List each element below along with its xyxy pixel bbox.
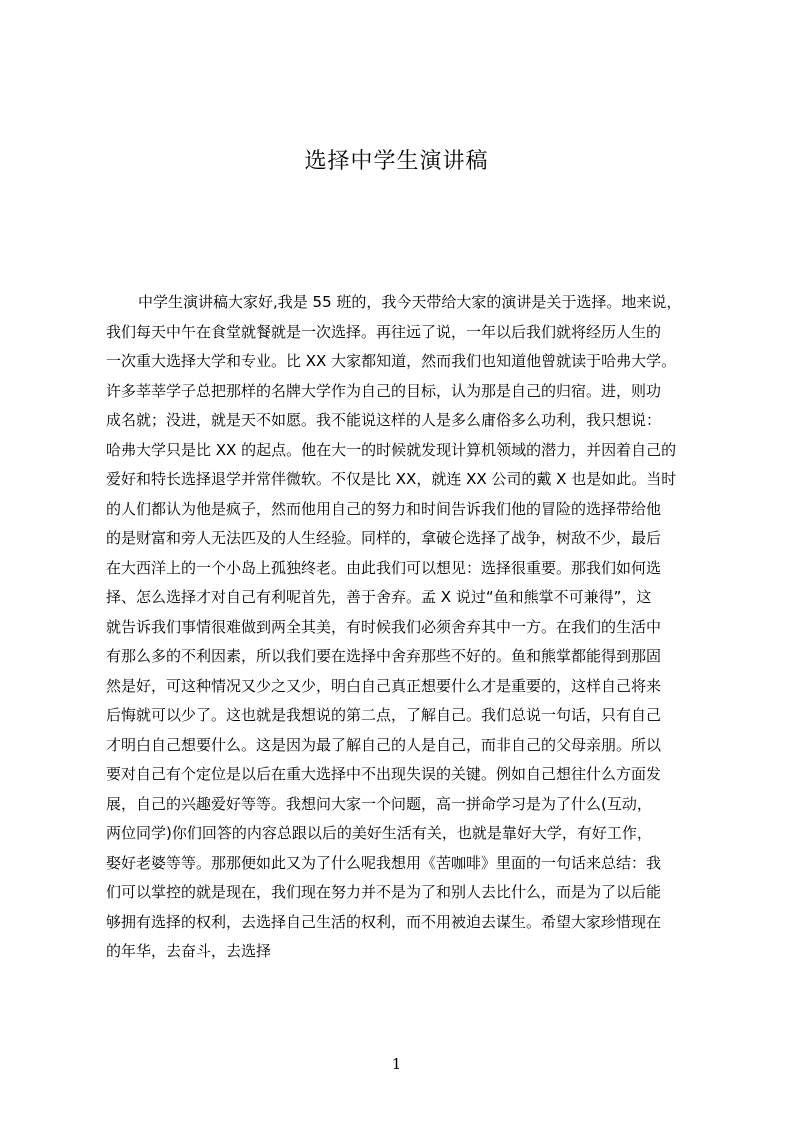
speech-body [106,288,700,967]
text-line: 要对自己有个定位是以后在重大选择中不出现失误的关键。例如自己想往什么方面发 [106,765,662,783]
text-line: 爱好和特长选择退学并常伴微软。不仅是比 XX，就连 XX 公司的戴 X 也是如此。当时 [106,470,677,488]
text-line: 成名就；没进，就是天不如愿。我不能说这样的人是多么庸俗多么功利，我只想说： [106,411,662,429]
text-line: 中学生演讲稿大家好,我是 55 班的，我今天带给大家的演讲是关于选择。地来说， [138,293,682,311]
text-line: 择、怎么选择才对自己有利呢首先，善于舍弃。孟 X 说过“鱼和熊掌不可兼得”，这 [106,588,652,606]
text-line: 一次重大选择大学和专业。比 XX 大家都知道，然而我们也知道他曾就读于哈弗大学。 [106,352,677,370]
text-line: 才明白自己想要什么。这是因为最了解自己的人是自己，而非自己的父母亲朋。所以 [106,735,662,754]
text-line: 娶好老婆等等。那那便如此又为了什么呢我想用《苦咖啡》里面的一句话来总结：我 [106,853,662,872]
text-line: 的人们都认为他是疯子，然而他用自己的努力和时间告诉我们他的冒险的选择带给他 [106,499,662,518]
text-line: 许多莘莘学子总把那样的名牌大学作为自己的目标，认为那是自己的归宿。进，则功 [106,381,662,400]
text-line: 的是财富和旁人无法匹及的人生经验。同样的，拿破仑选择了战争，树敌不少，最后 [106,529,662,547]
text-line: 我们每天中午在食堂就餐就是一次选择。再往远了说，一年以后我们就将经历人生的 [106,322,662,341]
text-line: 在大西洋上的一个小岛上孤独终老。由此我们可以想见：选择很重要。那我们如何选 [106,558,662,577]
text-line: 哈弗大学只是比 XX 的起点。他在大一的时候就发现计算机领域的潜力，并因着自己的 [106,440,677,459]
document-title: 选择中学生演讲稿 [304,149,489,174]
text-line: 就告诉我们事情很难做到两全其美，有时候我们必须舍弃其中一方。在我们的生活中 [106,617,662,636]
page-number: 1 [391,1055,402,1073]
text-line: 们可以掌控的就是现在，我们现在努力并不是为了和别人去比什么，而是为了以后能 [106,883,662,901]
text-line: 的年华，去奋斗，去选择 [106,942,272,960]
text-line: 够拥有选择的权利，去选择自己生活的权利，而不用被迫去谋生。希望大家珍惜现在 [106,912,662,931]
text-line: 后悔就可以少了。这也就是我想说的第二点，了解自己。我们总说一句话，只有自己 [106,706,662,724]
text-line: 两位同学)你们回答的内容总跟以后的美好生活有关，也就是靠好大学，有好工作， [106,824,652,842]
text-line: 展，自己的兴趣爱好等等。我想问大家一个问题，高一拼命学习是为了什么(互动， [106,794,652,813]
text-line: 然是好，可这种情况又少之又少，明白自己真正想要什么才是重要的，这样自己将来 [106,676,662,695]
text-line: 有那么多的不利因素，所以我们要在选择中舍弃那些不好的。鱼和熊掌都能得到那固 [106,647,662,665]
